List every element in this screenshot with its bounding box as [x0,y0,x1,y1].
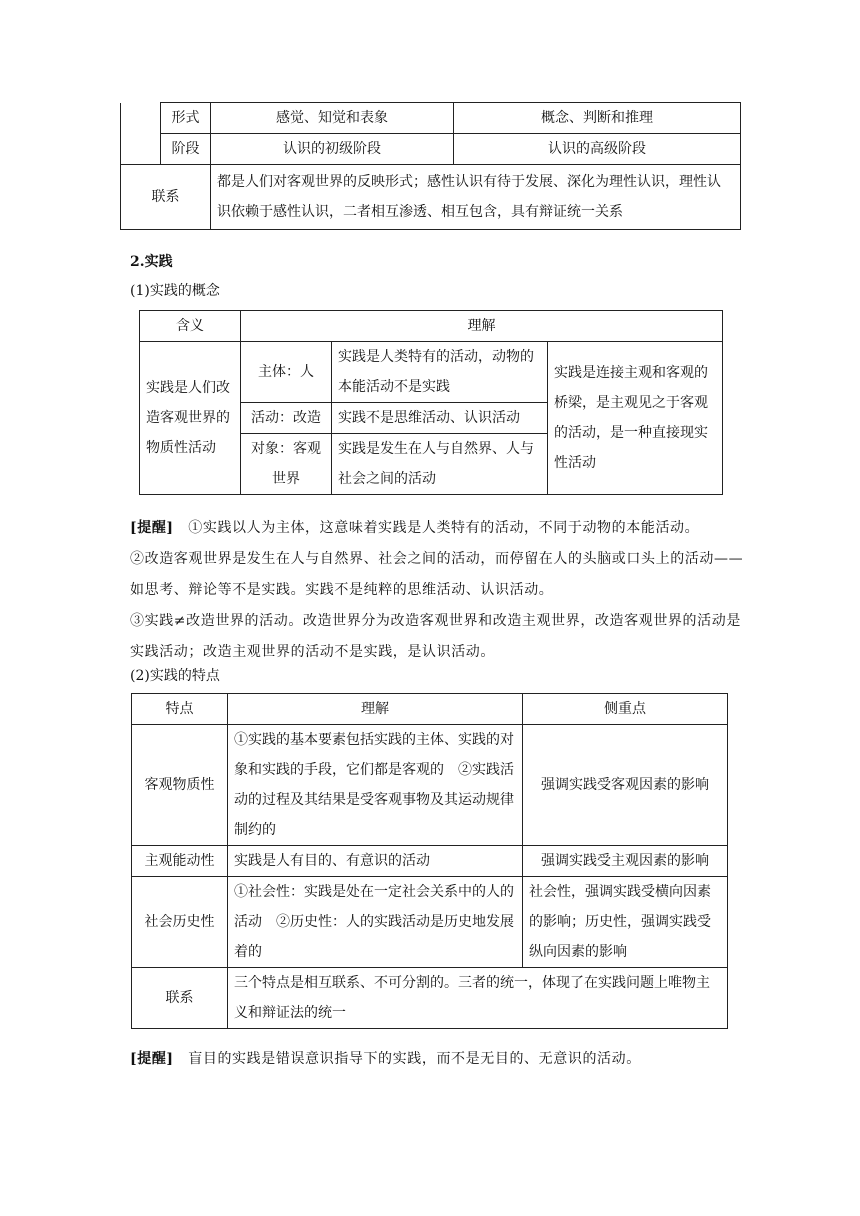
table-row [132,877,728,968]
table-cell: 实践是连接主观和客观的桥梁，是主观见之于客观的活动，是一种直接现实性活动 [548,342,723,495]
table-cell: 三个特点是相互联系、不可分割的。三者的统一，体现了在实践问题上唯物主义和辩证法的统一 [228,968,728,1029]
table-header-cell: 理解 [241,311,723,342]
table-cell: 都是人们对客观世界的反映形式；感性认识有待于发展、深化为理性认识，理性认识依赖于感性认识，二者相互渗透、相互包含，具有辩证统一关系 [211,165,741,230]
table-cell: 实践是发生在人与自然界、人与社会之间的活动 [332,434,548,495]
table-cell: 社会性，强调实践受横向因素的影响；历史性，强调实践受纵向因素的影响 [523,877,728,968]
table-row [132,846,728,877]
table-cell: 客观物质性 [132,725,228,846]
table-row [132,725,728,846]
table-cell: ①社会性：实践是处在一定社会关系中的人的活动 ②历史性：人的实践活动是历史地发展着的 [228,877,523,968]
table-cell: 实践不是思维活动、认识活动 [332,403,548,434]
cognition-table [120,102,741,230]
table-cell: 认识的高级阶段 [454,134,741,165]
table-cell-blank [121,103,161,165]
table-row [121,165,741,230]
table-cell: 概念、判断和推理 [454,103,741,134]
table-header-cell: 侧重点 [523,694,728,725]
reminder-label: [提醒] [130,520,174,536]
table-cell: 对象：客观世界 [241,434,332,495]
table-header-cell: 理解 [228,694,523,725]
practice-features-table [131,693,728,1029]
reminder-text: 盲目的实践是错误意识指导下的实践，而不是无目的、无意识的活动。 [173,1051,641,1067]
table-cell: 阶段 [161,134,211,165]
table-row [121,103,741,134]
table-row [140,342,723,403]
table-header-cell: 含义 [140,311,241,342]
table-cell: 实践是人们改造客观世界的物质性活动 [140,342,241,495]
subsection-heading: (2)实践的特点 [130,668,220,684]
table-row [121,134,741,165]
reminder-paragraph: ②改造客观世界是发生在人与自然界、社会之间的活动，而停留在人的头脑或口头上的活动——如思考、辩论等不是实践。实践不是纯粹的思维活动、认识活动。 [130,551,744,598]
table-cell: 实践是人有目的、有意识的活动 [228,846,523,877]
reminder-label: [提醒] [130,1051,174,1067]
table-row [132,968,728,1029]
reminder-paragraph [130,1044,745,1075]
reminder-paragraph [130,513,745,544]
table-row [140,311,723,342]
table-cell: 主体：人 [241,342,332,403]
reminder-text: ①实践以人为主体，这意味着实践是人类特有的活动，不同于动物的本能活动。 [173,520,700,536]
table-cell: 联系 [121,165,211,230]
table-header-cell: 特点 [132,694,228,725]
table-cell: 主观能动性 [132,846,228,877]
table-cell: 形式 [161,103,211,134]
practice-concept-table [139,310,723,495]
table-cell: 活动：改造 [241,403,332,434]
table-row [132,694,728,725]
table-cell: 社会历史性 [132,877,228,968]
table-cell: ①实践的基本要素包括实践的主体、实践的对象和实践的手段，它们都是客观的 ②实践活动的过程及其结果是受客观事物及其运动规律制约的 [228,725,523,846]
table-cell: 强调实践受客观因素的影响 [523,725,728,846]
section-heading: 2.实践 [130,254,173,270]
table-cell: 认识的初级阶段 [211,134,454,165]
table-cell: 联系 [132,968,228,1029]
table-cell: 感觉、知觉和表象 [211,103,454,134]
table-cell: 实践是人类特有的活动，动物的本能活动不是实践 [332,342,548,403]
reminder-paragraph: ③实践≠改造世界的活动。改造世界分为改造客观世界和改造主观世界，改造客观世界的活动是实践活动；改造主观世界的活动不是实践，是认识活动。 [130,613,741,660]
table-cell: 强调实践受主观因素的影响 [523,846,728,877]
subsection-heading: (1)实践的概念 [130,283,220,299]
